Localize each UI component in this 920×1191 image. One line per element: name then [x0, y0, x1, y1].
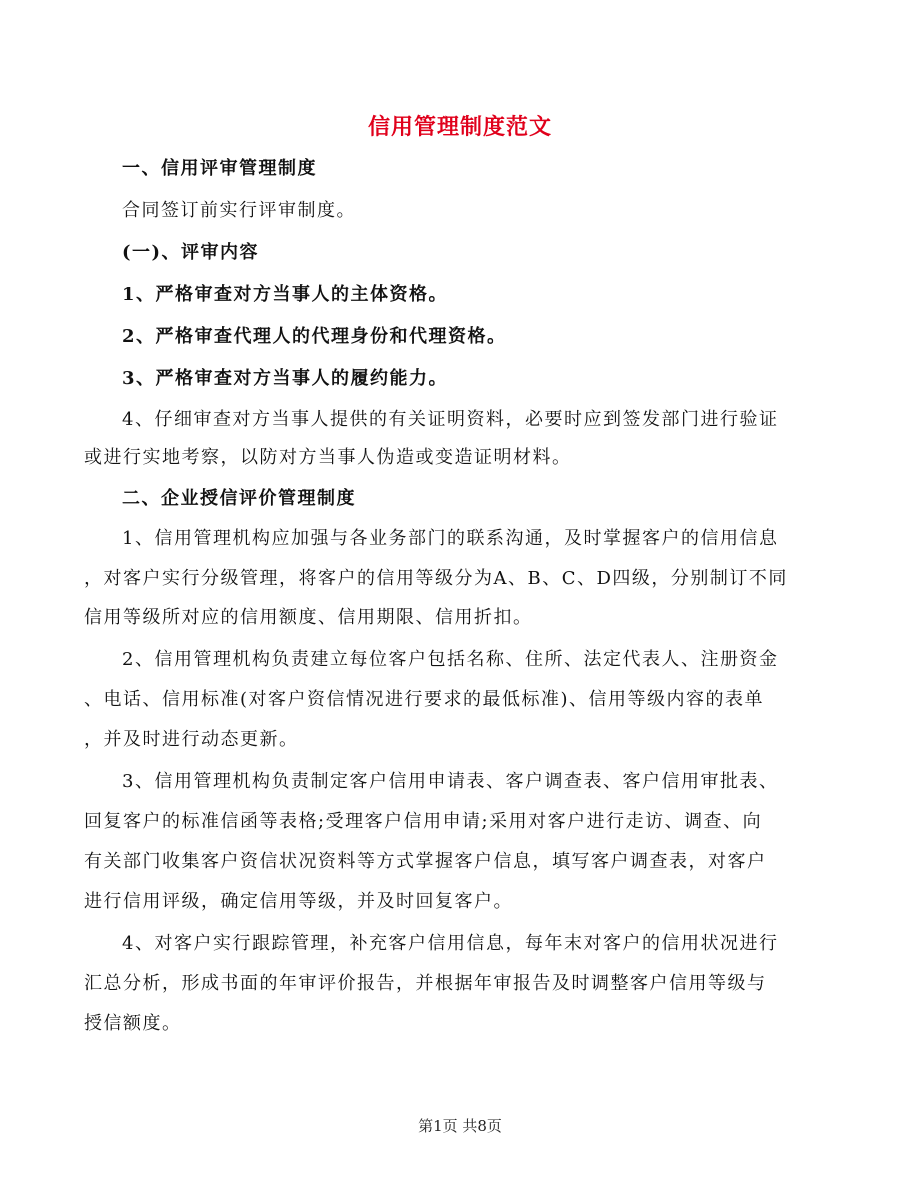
body-line: 3、严格审查对方当事人的履约能力。: [122, 368, 449, 389]
body-line: 2、严格审查代理人的代理身份和代理资格。: [122, 326, 507, 347]
body-line: 4、仔细审查对方当事人提供的有关证明资料，必要时应到签发部门进行验证: [122, 409, 779, 430]
body-line: ，对客户实行分级管理，将客户的信用等级分为A、B、C、D四级，分别制订不同: [84, 568, 788, 589]
body-line: 1、信用管理机构应加强与各业务部门的联系沟通，及时掌握客户的信用信息: [122, 528, 779, 549]
body-line: 4、对客户实行跟踪管理，补充客户信用信息，每年末对客户的信用状况进行: [122, 933, 779, 954]
body-line: 合同签订前实行评审制度。: [122, 200, 356, 221]
body-line: 进行信用评级，确定信用等级，并及时回复客户。: [84, 891, 513, 912]
document-title: 信用管理制度范文: [367, 114, 552, 140]
page-footer: 第1页 共8页: [418, 1117, 502, 1135]
body-line: 回复客户的标准信函等表格;受理客户信用申请;采用对客户进行走访、调查、向: [84, 811, 763, 832]
body-line: 有关部门收集客户资信状况资料等方式掌握客户信息，填写客户调查表，对客户: [84, 851, 767, 872]
body-line: 1、严格审查对方当事人的主体资格。: [122, 284, 449, 305]
body-line: 信用等级所对应的信用额度、信用期限、信用折扣。: [84, 607, 533, 628]
body-line: 2、信用管理机构负责建立每位客户包括名称、住所、法定代表人、注册资金: [122, 649, 779, 670]
body-line: 或进行实地考察，以防对方当事人伪造或变造证明材料。: [84, 447, 572, 468]
body-line: ，并及时进行动态更新。: [84, 729, 299, 750]
body-line: 一、信用评审管理制度: [122, 158, 317, 179]
body-line: 汇总分析，形成书面的年审评价报告，并根据年审报告及时调整客户信用等级与: [84, 973, 767, 994]
body-line: 3、信用管理机构负责制定客户信用申请表、客户调查表、客户信用审批表、: [122, 771, 779, 792]
body-line: 授信额度。: [84, 1013, 182, 1034]
body-line: 二、企业授信评价管理制度: [122, 488, 356, 509]
body-line: 、电话、信用标准(对客户资信情况进行要求的最低标准)、信用等级内容的表单: [84, 689, 765, 710]
body-line: (一)、评审内容: [122, 242, 260, 263]
